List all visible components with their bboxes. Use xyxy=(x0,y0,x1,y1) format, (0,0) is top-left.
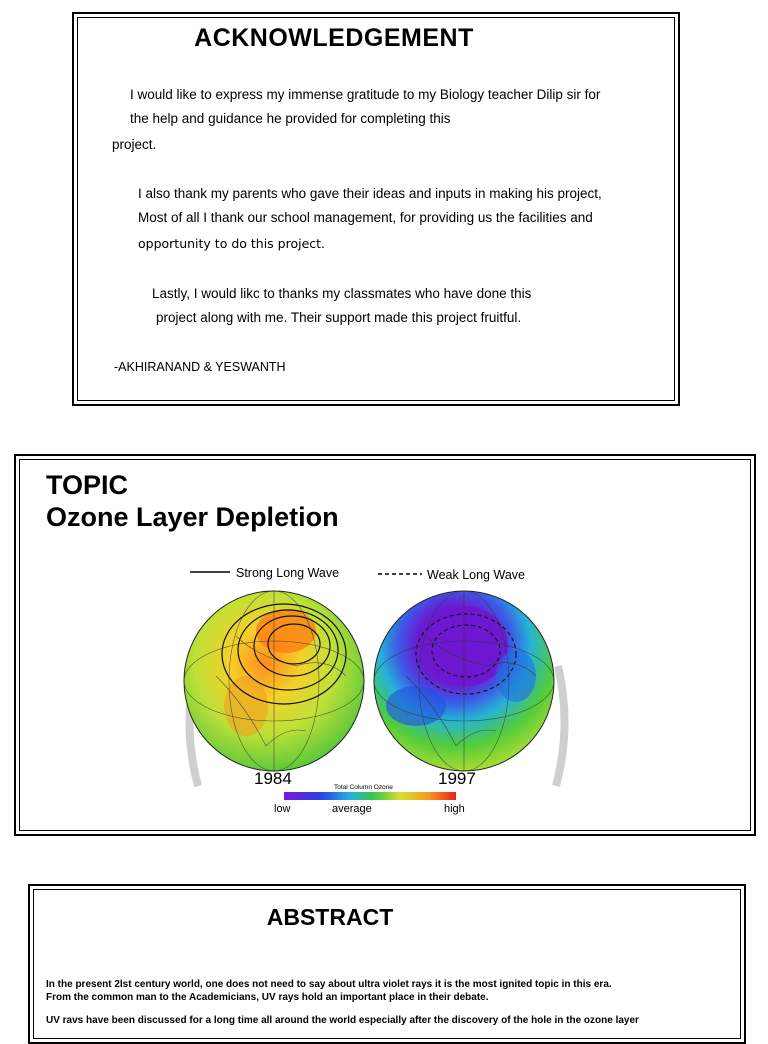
ozone-figure xyxy=(176,556,596,816)
topic-label: TOPIC xyxy=(46,470,129,500)
abstract-p2-line-1: UV ravs have been discussed for a long time all around the world especially after the discovery of the hole in the ozone layer xyxy=(46,1015,639,1026)
ack-line-8: project along with me. Their support made this project fruitful. xyxy=(156,310,522,325)
colorbar xyxy=(284,792,456,800)
colorbar-average-label: average xyxy=(332,803,372,815)
acknowledgement-title: ACKNOWLEDGEMENT xyxy=(194,24,474,52)
ack-line-7: Lastly, I would likc to thanks my classmates who have done this xyxy=(152,286,532,301)
abstract-paragraph-2 xyxy=(46,1014,736,1027)
abstract-card xyxy=(28,884,746,1044)
abstract-p1-line-2: From the common man to the Academicians, UV rays hold an important place in their debate. xyxy=(46,992,489,1003)
abstract-p1-line-1: In the present 2lst century world, one does not need to say about ultra violet rays it is the most ignited topic in this era. xyxy=(46,979,612,990)
weak-wave-legend-label: Weak Long Wave xyxy=(427,568,525,582)
colorbar-low-label: low xyxy=(274,803,291,815)
ack-line-3: project. xyxy=(112,137,157,152)
ack-line-5: Most of all I thank our school management, for providing us the facilities and xyxy=(138,210,593,225)
year-1997-label: 1997 xyxy=(438,769,476,788)
topic-title: Ozone Layer Depletion xyxy=(46,502,339,532)
signature: -AKHIRANAND & YESWANTH xyxy=(114,360,286,374)
globe-1984 xyxy=(184,591,364,771)
ack-line-2: the help and guidance he provided for completing this xyxy=(130,111,451,126)
ack-line-6: opportunity to do this project. xyxy=(138,236,326,251)
globe-1997 xyxy=(374,591,554,771)
abstract-paragraph-1 xyxy=(46,978,736,1004)
ack-line-1: I would like to express my immense gratitude to my Biology teacher Dilip sir for xyxy=(130,87,601,102)
year-1984-label: 1984 xyxy=(254,769,292,788)
strong-wave-legend-label: Strong Long Wave xyxy=(236,566,340,580)
colorbar-title: Total Column Ozone xyxy=(334,784,393,791)
topic-card xyxy=(14,454,756,836)
abstract-title: ABSTRACT xyxy=(266,904,394,930)
globe-shadow-right xyxy=(556,666,565,786)
acknowledgement-card xyxy=(72,12,680,406)
ack-line-4: I also thank my parents who gave their ideas and inputs in making his project, xyxy=(138,186,602,201)
colorbar-high-label: high xyxy=(444,803,465,815)
